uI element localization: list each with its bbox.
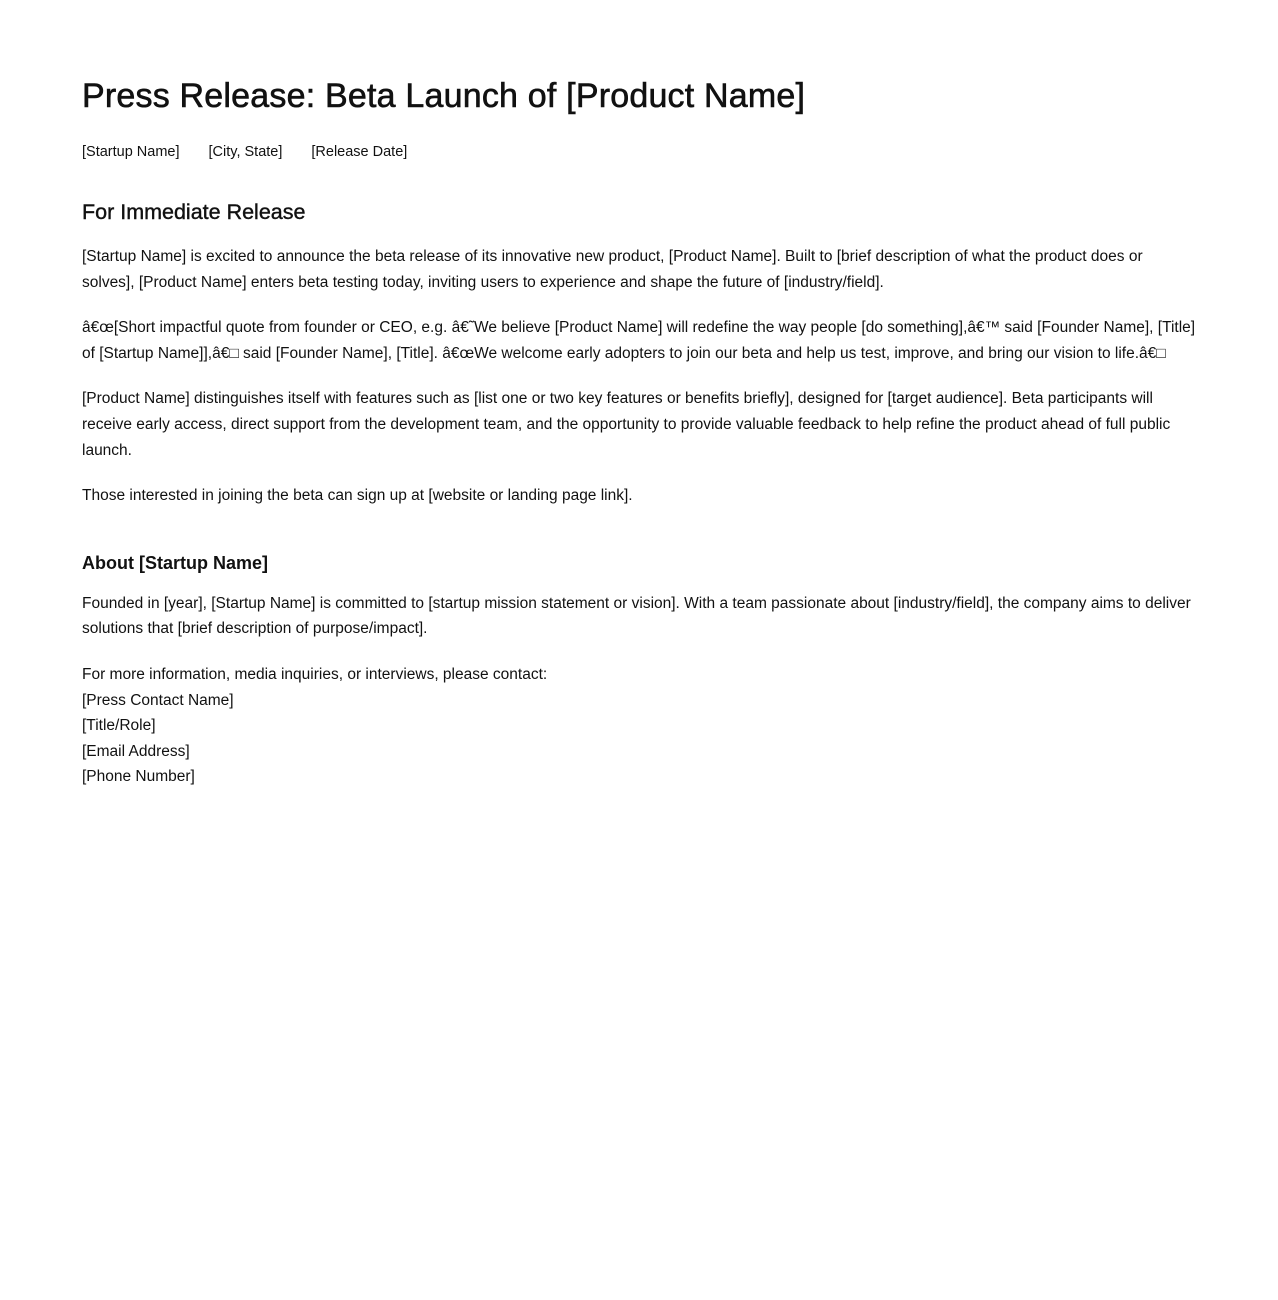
contact-email: [Email Address] (82, 742, 190, 760)
city-state: [City, State] (208, 144, 283, 160)
contact-phone: [Phone Number] (82, 768, 195, 786)
paragraph-announcement: [Startup Name] is excited to announce the beta release of its innovative new product, [Product Name]. Built to [brief description of what the product does or solves], [Product Name] enters beta testing today, inviting users to experience and shape the future of [industry/field]. (82, 248, 1143, 291)
section-heading-about: About [Startup Name] (82, 552, 268, 573)
paragraph-about: Founded in [year], [Startup Name] is committed to [startup mission statement or vision]. With a team passionate about [industry/field], the company aims to deliver solutions that [brief description of purpose/impact]. (82, 594, 1191, 638)
startup-name: [Startup Name] (82, 144, 180, 160)
section-heading-immediate-release: For Immediate Release (82, 200, 306, 224)
release-date: [Release Date] (311, 144, 408, 160)
contact-block (82, 662, 1196, 790)
contact-title: [Title/Role] (82, 717, 156, 735)
page-title: Press Release: Beta Launch of [Product Name] (82, 77, 806, 115)
contact-name: [Press Contact Name] (82, 691, 234, 709)
contact-intro: For more information, media inquiries, or interviews, please contact: (82, 665, 548, 683)
paragraph-signup: Those interested in joining the beta can sign up at [website or landing page link]. (82, 487, 633, 505)
release-meta (82, 144, 1196, 160)
paragraph-quote: â€œ[Short impactful quote from founder or CEO, e.g. â€˜We believe [Product Name] will redefine the way people [do something],â€™ said [Founder Name], [Title] of [Startup Name]],â€□ said [Founder Name], [Title]. â€œWe welcome early adopters to join our beta and help us test, improve, and bring our vision to life.â€□ (82, 319, 1196, 362)
paragraph-features: [Product Name] distinguishes itself with features such as [list one or two key features or benefits briefly], designed for [target audience]. Beta participants will receive early access, direct support from the development team, and the opportunity to provide valuable feedback to help refine the product ahead of full public launch. (82, 390, 1171, 459)
